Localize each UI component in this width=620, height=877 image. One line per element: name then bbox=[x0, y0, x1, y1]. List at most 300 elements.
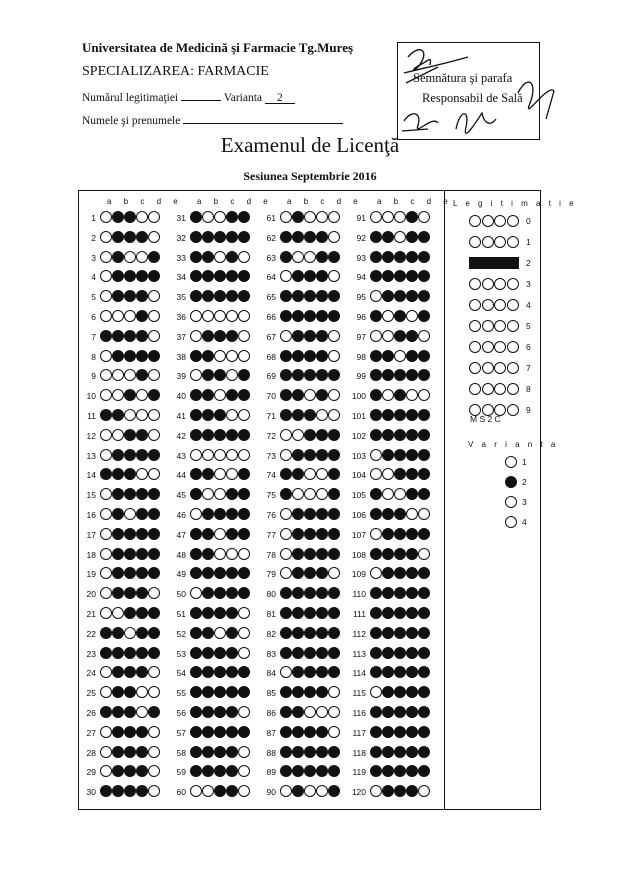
legitimatie-bubble[interactable] bbox=[469, 299, 481, 311]
answer-bubble-d[interactable] bbox=[406, 706, 418, 718]
answer-bubble-d[interactable] bbox=[406, 647, 418, 659]
legitimatie-bubble[interactable] bbox=[507, 299, 519, 311]
answer-bubble-c[interactable] bbox=[124, 548, 136, 560]
answer-bubble-c[interactable] bbox=[394, 706, 406, 718]
answer-bubble-b[interactable] bbox=[382, 746, 394, 758]
answer-bubble-b[interactable] bbox=[202, 528, 214, 540]
answer-bubble-d[interactable] bbox=[316, 746, 328, 758]
answer-bubble-a[interactable] bbox=[370, 429, 382, 441]
answer-bubble-a[interactable] bbox=[100, 607, 112, 619]
answer-bubble-e[interactable] bbox=[328, 231, 340, 243]
answer-bubble-a[interactable] bbox=[370, 449, 382, 461]
legitimatie-bubble[interactable] bbox=[507, 341, 519, 353]
answer-bubble-b[interactable] bbox=[382, 647, 394, 659]
answer-bubble-c[interactable] bbox=[214, 409, 226, 421]
answer-bubble-e[interactable] bbox=[328, 350, 340, 362]
answer-bubble-d[interactable] bbox=[316, 706, 328, 718]
legitimatie-bubble[interactable] bbox=[482, 320, 494, 332]
answer-bubble-a[interactable] bbox=[100, 211, 112, 223]
answer-bubble-a[interactable] bbox=[190, 647, 202, 659]
answer-bubble-e[interactable] bbox=[238, 310, 250, 322]
legitimatie-bubble[interactable] bbox=[482, 362, 494, 374]
answer-bubble-e[interactable] bbox=[238, 409, 250, 421]
answer-bubble-d[interactable] bbox=[226, 350, 238, 362]
name-blank[interactable] bbox=[183, 112, 343, 124]
legitimatie-bubble[interactable] bbox=[469, 341, 481, 353]
answer-bubble-d[interactable] bbox=[226, 409, 238, 421]
varianta-bubble-4[interactable] bbox=[505, 516, 517, 528]
answer-bubble-b[interactable] bbox=[202, 508, 214, 520]
answer-bubble-c[interactable] bbox=[214, 449, 226, 461]
answer-bubble-e[interactable] bbox=[148, 449, 160, 461]
answer-bubble-d[interactable] bbox=[316, 231, 328, 243]
answer-bubble-c[interactable] bbox=[394, 449, 406, 461]
answer-bubble-a[interactable] bbox=[190, 429, 202, 441]
answer-bubble-a[interactable] bbox=[280, 449, 292, 461]
answer-bubble-b[interactable] bbox=[202, 429, 214, 441]
answer-bubble-c[interactable] bbox=[124, 746, 136, 758]
answer-bubble-c[interactable] bbox=[394, 726, 406, 738]
answer-bubble-b[interactable] bbox=[382, 449, 394, 461]
answer-bubble-e[interactable] bbox=[238, 746, 250, 758]
answer-bubble-b[interactable] bbox=[202, 548, 214, 560]
answer-bubble-a[interactable] bbox=[190, 251, 202, 263]
answer-bubble-a[interactable] bbox=[190, 706, 202, 718]
answer-bubble-e[interactable] bbox=[148, 231, 160, 243]
answer-bubble-d[interactable] bbox=[406, 429, 418, 441]
answer-bubble-c[interactable] bbox=[214, 726, 226, 738]
answer-bubble-a[interactable] bbox=[190, 726, 202, 738]
answer-bubble-a[interactable] bbox=[190, 528, 202, 540]
answer-bubble-b[interactable] bbox=[202, 350, 214, 362]
legitimatie-bubble[interactable] bbox=[482, 278, 494, 290]
answer-bubble-b[interactable] bbox=[112, 310, 124, 322]
answer-bubble-e[interactable] bbox=[238, 251, 250, 263]
answer-bubble-c[interactable] bbox=[304, 429, 316, 441]
answer-bubble-e[interactable] bbox=[328, 449, 340, 461]
answer-bubble-d[interactable] bbox=[136, 528, 148, 540]
answer-bubble-b[interactable] bbox=[202, 310, 214, 322]
answer-bubble-b[interactable] bbox=[382, 429, 394, 441]
answer-bubble-c[interactable] bbox=[394, 627, 406, 639]
answer-bubble-e[interactable] bbox=[148, 726, 160, 738]
answer-bubble-e[interactable] bbox=[418, 548, 430, 560]
answer-bubble-b[interactable] bbox=[112, 350, 124, 362]
answer-bubble-a[interactable] bbox=[370, 251, 382, 263]
answer-bubble-a[interactable] bbox=[370, 746, 382, 758]
answer-bubble-a[interactable] bbox=[100, 429, 112, 441]
answer-bubble-a[interactable] bbox=[100, 627, 112, 639]
answer-bubble-c[interactable] bbox=[394, 409, 406, 421]
answer-bubble-c[interactable] bbox=[304, 548, 316, 560]
answer-bubble-a[interactable] bbox=[370, 528, 382, 540]
answer-bubble-e[interactable] bbox=[238, 449, 250, 461]
answer-bubble-e[interactable] bbox=[328, 627, 340, 639]
answer-bubble-c[interactable] bbox=[214, 251, 226, 263]
answer-bubble-e[interactable] bbox=[148, 548, 160, 560]
answer-bubble-c[interactable] bbox=[214, 647, 226, 659]
answer-bubble-c[interactable] bbox=[214, 211, 226, 223]
answer-bubble-a[interactable] bbox=[280, 627, 292, 639]
answer-bubble-d[interactable] bbox=[226, 508, 238, 520]
answer-bubble-c[interactable] bbox=[124, 231, 136, 243]
legitimatie-bubble[interactable] bbox=[494, 383, 506, 395]
legitimatie-bubble[interactable] bbox=[469, 278, 481, 290]
answer-bubble-e[interactable] bbox=[148, 330, 160, 342]
answer-bubble-e[interactable] bbox=[238, 231, 250, 243]
legitimatie-bubble[interactable] bbox=[494, 320, 506, 332]
answer-bubble-d[interactable] bbox=[136, 508, 148, 520]
answer-bubble-d[interactable] bbox=[316, 607, 328, 619]
answer-bubble-e[interactable] bbox=[418, 409, 430, 421]
answer-bubble-e[interactable] bbox=[238, 330, 250, 342]
answer-bubble-d[interactable] bbox=[406, 627, 418, 639]
answer-bubble-d[interactable] bbox=[136, 607, 148, 619]
answer-bubble-d[interactable] bbox=[406, 548, 418, 560]
answer-bubble-e[interactable] bbox=[418, 310, 430, 322]
answer-bubble-d[interactable] bbox=[136, 231, 148, 243]
answer-bubble-d[interactable] bbox=[136, 647, 148, 659]
answer-bubble-a[interactable] bbox=[280, 607, 292, 619]
answer-bubble-c[interactable] bbox=[304, 647, 316, 659]
answer-bubble-c[interactable] bbox=[304, 231, 316, 243]
answer-bubble-a[interactable] bbox=[370, 310, 382, 322]
answer-bubble-d[interactable] bbox=[136, 548, 148, 560]
answer-bubble-e[interactable] bbox=[238, 647, 250, 659]
answer-bubble-c[interactable] bbox=[394, 548, 406, 560]
answer-bubble-c[interactable] bbox=[124, 211, 136, 223]
answer-bubble-b[interactable] bbox=[382, 607, 394, 619]
answer-bubble-b[interactable] bbox=[292, 548, 304, 560]
answer-bubble-d[interactable] bbox=[316, 449, 328, 461]
answer-bubble-e[interactable] bbox=[328, 528, 340, 540]
varianta-bubble-2[interactable] bbox=[505, 476, 517, 488]
answer-bubble-d[interactable] bbox=[406, 508, 418, 520]
answer-bubble-e[interactable] bbox=[418, 726, 430, 738]
legitimatie-bubble[interactable] bbox=[469, 362, 481, 374]
answer-bubble-b[interactable] bbox=[292, 350, 304, 362]
answer-bubble-e[interactable] bbox=[328, 548, 340, 560]
answer-bubble-b[interactable] bbox=[202, 330, 214, 342]
answer-bubble-c[interactable] bbox=[124, 726, 136, 738]
legitimatie-bubble[interactable] bbox=[507, 320, 519, 332]
answer-bubble-d[interactable] bbox=[226, 726, 238, 738]
answer-bubble-a[interactable] bbox=[100, 746, 112, 758]
answer-bubble-d[interactable] bbox=[136, 409, 148, 421]
answer-bubble-d[interactable] bbox=[226, 746, 238, 758]
legitimatie-bubble[interactable] bbox=[507, 383, 519, 395]
answer-bubble-a[interactable] bbox=[280, 231, 292, 243]
answer-bubble-d[interactable] bbox=[226, 548, 238, 560]
answer-bubble-e[interactable] bbox=[418, 746, 430, 758]
answer-bubble-a[interactable] bbox=[280, 251, 292, 263]
answer-bubble-d[interactable] bbox=[226, 627, 238, 639]
answer-bubble-e[interactable] bbox=[418, 449, 430, 461]
answer-bubble-d[interactable] bbox=[316, 726, 328, 738]
answer-bubble-b[interactable] bbox=[382, 726, 394, 738]
answer-bubble-a[interactable] bbox=[370, 627, 382, 639]
answer-bubble-d[interactable] bbox=[136, 350, 148, 362]
answer-bubble-a[interactable] bbox=[190, 310, 202, 322]
answer-bubble-b[interactable] bbox=[292, 310, 304, 322]
answer-bubble-c[interactable] bbox=[124, 251, 136, 263]
answer-bubble-d[interactable] bbox=[136, 627, 148, 639]
answer-bubble-c[interactable] bbox=[214, 548, 226, 560]
answer-bubble-a[interactable] bbox=[100, 251, 112, 263]
answer-bubble-e[interactable] bbox=[148, 251, 160, 263]
legitimatie-bubble[interactable] bbox=[469, 236, 481, 248]
answer-bubble-c[interactable] bbox=[394, 647, 406, 659]
answer-bubble-a[interactable] bbox=[280, 528, 292, 540]
legitimatie-bubble[interactable] bbox=[469, 320, 481, 332]
answer-bubble-c[interactable] bbox=[304, 627, 316, 639]
answer-bubble-e[interactable] bbox=[328, 607, 340, 619]
legitimatie-bubble[interactable] bbox=[494, 236, 506, 248]
answer-bubble-e[interactable] bbox=[238, 429, 250, 441]
answer-bubble-e[interactable] bbox=[238, 726, 250, 738]
answer-bubble-b[interactable] bbox=[112, 726, 124, 738]
answer-bubble-c[interactable] bbox=[214, 528, 226, 540]
answer-bubble-b[interactable] bbox=[292, 528, 304, 540]
answer-bubble-e[interactable] bbox=[148, 350, 160, 362]
answer-bubble-d[interactable] bbox=[406, 726, 418, 738]
answer-bubble-a[interactable] bbox=[280, 647, 292, 659]
answer-bubble-d[interactable] bbox=[406, 310, 418, 322]
answer-bubble-a[interactable] bbox=[100, 409, 112, 421]
answer-bubble-b[interactable] bbox=[292, 409, 304, 421]
answer-bubble-d[interactable] bbox=[226, 607, 238, 619]
answer-bubble-e[interactable] bbox=[148, 211, 160, 223]
answer-bubble-c[interactable] bbox=[304, 330, 316, 342]
answer-bubble-a[interactable] bbox=[190, 607, 202, 619]
answer-bubble-c[interactable] bbox=[304, 251, 316, 263]
answer-bubble-b[interactable] bbox=[292, 429, 304, 441]
answer-bubble-d[interactable] bbox=[406, 746, 418, 758]
answer-bubble-a[interactable] bbox=[370, 726, 382, 738]
legitimatie-bubble[interactable] bbox=[482, 383, 494, 395]
answer-bubble-a[interactable] bbox=[100, 310, 112, 322]
answer-bubble-c[interactable] bbox=[304, 449, 316, 461]
answer-bubble-d[interactable] bbox=[316, 627, 328, 639]
answer-bubble-b[interactable] bbox=[382, 211, 394, 223]
answer-bubble-e[interactable] bbox=[328, 211, 340, 223]
answer-bubble-b[interactable] bbox=[292, 607, 304, 619]
answer-bubble-b[interactable] bbox=[112, 508, 124, 520]
answer-bubble-a[interactable] bbox=[100, 508, 112, 520]
answer-bubble-d[interactable] bbox=[136, 330, 148, 342]
answer-bubble-e[interactable] bbox=[418, 627, 430, 639]
legitimatie-bubble[interactable] bbox=[469, 215, 481, 227]
answer-bubble-d[interactable] bbox=[136, 251, 148, 263]
answer-bubble-e[interactable] bbox=[418, 508, 430, 520]
answer-bubble-b[interactable] bbox=[202, 607, 214, 619]
answer-bubble-c[interactable] bbox=[124, 350, 136, 362]
answer-bubble-a[interactable] bbox=[190, 627, 202, 639]
legitimatie-bubble[interactable] bbox=[482, 341, 494, 353]
answer-bubble-d[interactable] bbox=[316, 528, 328, 540]
answer-bubble-c[interactable] bbox=[214, 607, 226, 619]
answer-bubble-e[interactable] bbox=[148, 627, 160, 639]
answer-bubble-c[interactable] bbox=[214, 706, 226, 718]
answer-bubble-d[interactable] bbox=[316, 508, 328, 520]
answer-bubble-e[interactable] bbox=[328, 647, 340, 659]
answer-bubble-e[interactable] bbox=[148, 409, 160, 421]
answer-bubble-b[interactable] bbox=[112, 528, 124, 540]
answer-bubble-b[interactable] bbox=[382, 310, 394, 322]
answer-bubble-b[interactable] bbox=[202, 627, 214, 639]
answer-bubble-a[interactable] bbox=[280, 409, 292, 421]
answer-bubble-c[interactable] bbox=[124, 508, 136, 520]
answer-bubble-e[interactable] bbox=[418, 350, 430, 362]
answer-bubble-c[interactable] bbox=[394, 429, 406, 441]
answer-bubble-b[interactable] bbox=[112, 409, 124, 421]
answer-bubble-e[interactable] bbox=[418, 429, 430, 441]
answer-bubble-e[interactable] bbox=[238, 528, 250, 540]
answer-bubble-a[interactable] bbox=[190, 350, 202, 362]
legitimatie-bubble[interactable] bbox=[494, 341, 506, 353]
answer-bubble-b[interactable] bbox=[202, 231, 214, 243]
answer-bubble-c[interactable] bbox=[214, 350, 226, 362]
answer-bubble-a[interactable] bbox=[370, 607, 382, 619]
answer-bubble-a[interactable] bbox=[100, 548, 112, 560]
answer-bubble-a[interactable] bbox=[370, 706, 382, 718]
answer-bubble-b[interactable] bbox=[292, 647, 304, 659]
answer-bubble-c[interactable] bbox=[304, 350, 316, 362]
answer-bubble-c[interactable] bbox=[304, 607, 316, 619]
answer-bubble-d[interactable] bbox=[136, 211, 148, 223]
answer-bubble-a[interactable] bbox=[100, 231, 112, 243]
answer-bubble-c[interactable] bbox=[214, 627, 226, 639]
answer-bubble-e[interactable] bbox=[328, 429, 340, 441]
legitimatie-bubble[interactable] bbox=[507, 362, 519, 374]
answer-bubble-b[interactable] bbox=[382, 627, 394, 639]
answer-bubble-a[interactable] bbox=[370, 409, 382, 421]
answer-bubble-a[interactable] bbox=[280, 310, 292, 322]
answer-bubble-a[interactable] bbox=[280, 508, 292, 520]
answer-bubble-e[interactable] bbox=[238, 350, 250, 362]
answer-bubble-d[interactable] bbox=[406, 449, 418, 461]
answer-bubble-b[interactable] bbox=[202, 706, 214, 718]
answer-bubble-d[interactable] bbox=[226, 528, 238, 540]
answer-bubble-d[interactable] bbox=[406, 607, 418, 619]
answer-bubble-a[interactable] bbox=[100, 330, 112, 342]
answer-bubble-b[interactable] bbox=[112, 231, 124, 243]
answer-bubble-b[interactable] bbox=[382, 350, 394, 362]
answer-bubble-b[interactable] bbox=[292, 627, 304, 639]
answer-bubble-d[interactable] bbox=[406, 330, 418, 342]
answer-bubble-b[interactable] bbox=[382, 251, 394, 263]
answer-bubble-b[interactable] bbox=[202, 647, 214, 659]
answer-bubble-d[interactable] bbox=[316, 330, 328, 342]
answer-bubble-b[interactable] bbox=[112, 706, 124, 718]
answer-bubble-b[interactable] bbox=[202, 746, 214, 758]
answer-bubble-a[interactable] bbox=[370, 548, 382, 560]
answer-bubble-b[interactable] bbox=[292, 231, 304, 243]
answer-bubble-a[interactable] bbox=[370, 211, 382, 223]
answer-bubble-c[interactable] bbox=[394, 231, 406, 243]
answer-bubble-e[interactable] bbox=[328, 310, 340, 322]
legitimatie-bubble[interactable] bbox=[507, 404, 519, 416]
legitimatie-bubble[interactable] bbox=[469, 383, 481, 395]
answer-bubble-a[interactable] bbox=[100, 528, 112, 540]
answer-bubble-d[interactable] bbox=[226, 449, 238, 461]
answer-bubble-e[interactable] bbox=[328, 409, 340, 421]
answer-bubble-a[interactable] bbox=[190, 508, 202, 520]
answer-bubble-c[interactable] bbox=[394, 251, 406, 263]
answer-bubble-d[interactable] bbox=[226, 251, 238, 263]
answer-bubble-d[interactable] bbox=[136, 429, 148, 441]
answer-bubble-c[interactable] bbox=[124, 449, 136, 461]
legitimatie-bubble[interactable] bbox=[494, 362, 506, 374]
answer-bubble-b[interactable] bbox=[292, 330, 304, 342]
answer-bubble-b[interactable] bbox=[202, 211, 214, 223]
answer-bubble-c[interactable] bbox=[394, 746, 406, 758]
answer-bubble-d[interactable] bbox=[136, 746, 148, 758]
answer-bubble-b[interactable] bbox=[382, 528, 394, 540]
answer-bubble-a[interactable] bbox=[190, 449, 202, 461]
legitimatie-bubble[interactable] bbox=[482, 236, 494, 248]
answer-bubble-c[interactable] bbox=[124, 706, 136, 718]
answer-bubble-b[interactable] bbox=[292, 211, 304, 223]
answer-bubble-b[interactable] bbox=[382, 508, 394, 520]
answer-bubble-b[interactable] bbox=[382, 548, 394, 560]
answer-bubble-d[interactable] bbox=[316, 409, 328, 421]
answer-bubble-b[interactable] bbox=[112, 647, 124, 659]
answer-bubble-b[interactable] bbox=[202, 251, 214, 263]
answer-bubble-c[interactable] bbox=[124, 409, 136, 421]
answer-bubble-d[interactable] bbox=[406, 231, 418, 243]
answer-bubble-c[interactable] bbox=[214, 231, 226, 243]
answer-bubble-a[interactable] bbox=[100, 647, 112, 659]
varianta-bubble-3[interactable] bbox=[505, 496, 517, 508]
answer-bubble-a[interactable] bbox=[190, 330, 202, 342]
answer-bubble-c[interactable] bbox=[394, 607, 406, 619]
answer-bubble-c[interactable] bbox=[394, 310, 406, 322]
answer-bubble-b[interactable] bbox=[112, 449, 124, 461]
answer-bubble-c[interactable] bbox=[124, 647, 136, 659]
answer-bubble-a[interactable] bbox=[100, 706, 112, 718]
answer-bubble-b[interactable] bbox=[202, 449, 214, 461]
answer-bubble-d[interactable] bbox=[406, 350, 418, 362]
legitimatie-bubble[interactable] bbox=[507, 278, 519, 290]
answer-bubble-a[interactable] bbox=[280, 211, 292, 223]
answer-bubble-c[interactable] bbox=[124, 310, 136, 322]
answer-bubble-b[interactable] bbox=[292, 508, 304, 520]
answer-bubble-e[interactable] bbox=[418, 528, 430, 540]
answer-bubble-b[interactable] bbox=[112, 251, 124, 263]
answer-bubble-d[interactable] bbox=[136, 726, 148, 738]
answer-bubble-e[interactable] bbox=[238, 627, 250, 639]
answer-bubble-a[interactable] bbox=[190, 746, 202, 758]
answer-bubble-a[interactable] bbox=[190, 409, 202, 421]
answer-bubble-e[interactable] bbox=[328, 251, 340, 263]
answer-bubble-b[interactable] bbox=[112, 548, 124, 560]
answer-bubble-e[interactable] bbox=[328, 746, 340, 758]
varianta-bubble-1[interactable] bbox=[505, 456, 517, 468]
answer-bubble-e[interactable] bbox=[328, 330, 340, 342]
legitimation-blank[interactable] bbox=[181, 89, 221, 101]
answer-bubble-e[interactable] bbox=[418, 211, 430, 223]
answer-bubble-a[interactable] bbox=[190, 211, 202, 223]
answer-bubble-e[interactable] bbox=[238, 211, 250, 223]
answer-bubble-c[interactable] bbox=[304, 726, 316, 738]
answer-bubble-e[interactable] bbox=[148, 429, 160, 441]
answer-bubble-c[interactable] bbox=[394, 508, 406, 520]
answer-bubble-c[interactable] bbox=[394, 350, 406, 362]
answer-bubble-c[interactable] bbox=[304, 310, 316, 322]
answer-bubble-d[interactable] bbox=[226, 647, 238, 659]
answer-bubble-e[interactable] bbox=[328, 706, 340, 718]
